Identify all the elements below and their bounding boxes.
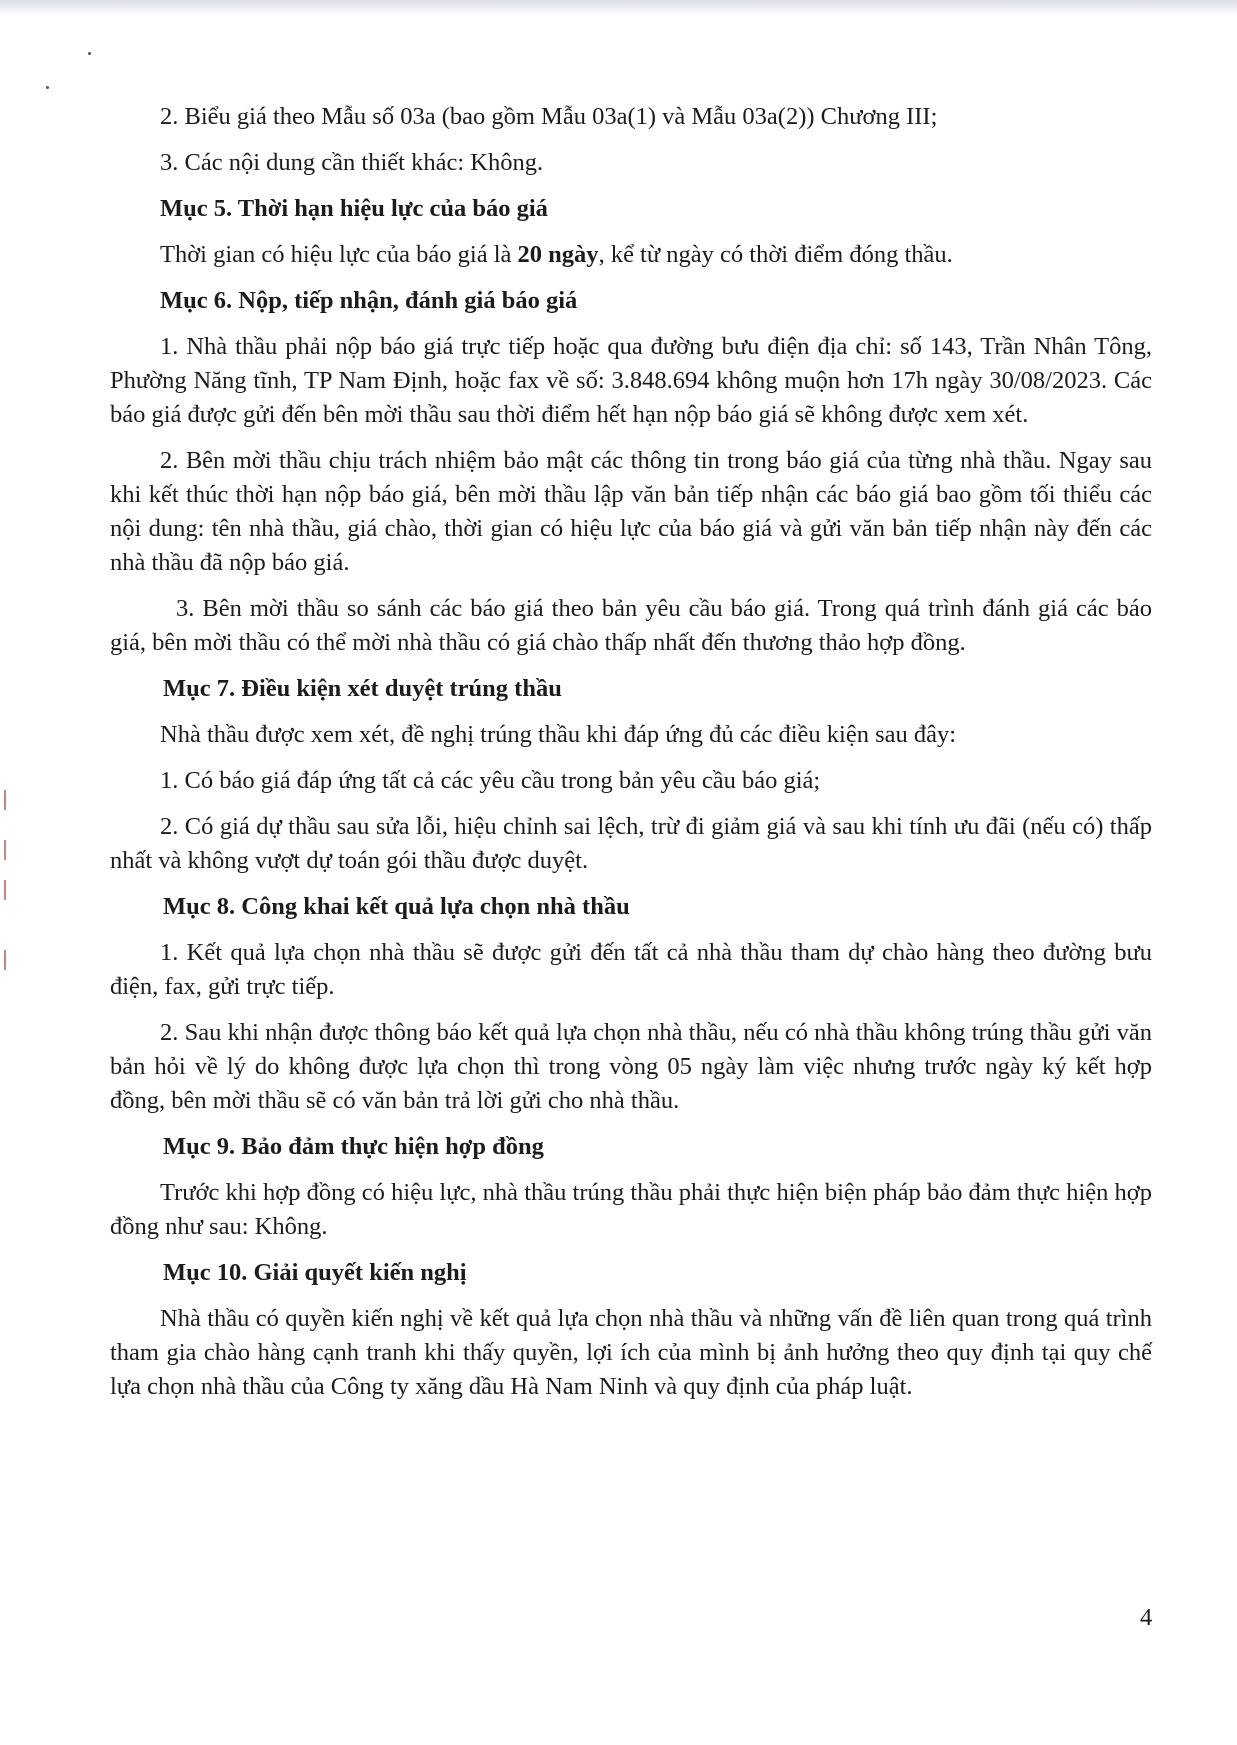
paragraph-muc-6-2: 2. Bên mời thầu chịu trách nhiệm bảo mật các thông tin trong báo giá của từng nhà thầu. Ngay sau khi kết thúc thời hạn nộp báo giá, bên mời thầu lập văn bản tiếp nhận các báo giá bao gồm tối thiểu các nội dung: tên nhà thầu, giá chào, thời gian có hiệu lực của báo giá và gửi văn bản tiếp nhận này đến các nhà thầu đã nộp báo giá. bbox=[110, 447, 1152, 576]
heading-muc-8: Mục 8. Công khai kết quả lựa chọn nhà thầu bbox=[163, 893, 630, 920]
heading-muc-7: Mục 7. Điều kiện xét duyệt trúng thầu bbox=[163, 675, 562, 702]
muc-5-text-start: Thời gian có hiệu lực của báo giá là bbox=[160, 241, 518, 268]
heading-muc-10: Mục 10. Giải quyết kiến nghị bbox=[163, 1259, 467, 1286]
scan-top-edge bbox=[0, 0, 1237, 16]
heading-muc-5: Mục 5. Thời hạn hiệu lực của báo giá bbox=[160, 195, 548, 222]
paragraph-muc-6-1: 1. Nhà thầu phải nộp báo giá trực tiếp hoặc qua đường bưu điện địa chỉ: số 143, Trần Nhân Tông, Phường Năng tĩnh, TP Nam Định, hoặc fax về số: 3.848.694 không muộn hơn 17h ngày 30/08/2023. Các báo giá được gửi đến bên mời thầu sau thời điểm hết hạn nộp báo giá sẽ không được xem xét. bbox=[110, 333, 1152, 428]
muc-5-days: 20 ngày bbox=[517, 241, 599, 268]
scan-speck bbox=[46, 86, 49, 89]
muc-5-text-end: , kể từ ngày có thời điểm đóng thầu. bbox=[598, 241, 953, 268]
paragraph-muc-9: Trước khi hợp đồng có hiệu lực, nhà thầu trúng thầu phải thực hiện biện pháp bảo đảm thực hiện hợp đồng như sau: Không. bbox=[110, 1179, 1152, 1240]
stamp-fragment bbox=[4, 790, 14, 810]
paragraph-muc-7-2: 2. Có giá dự thầu sau sửa lỗi, hiệu chỉnh sai lệch, trừ đi giảm giá và sau khi tính ưu đãi (nếu có) thấp nhất và không vượt dự toán gói thầu được duyệt. bbox=[110, 813, 1152, 874]
paragraph-bieu-gia: 2. Biểu giá theo Mẫu số 03a (bao gồm Mẫu 03a(1) và Mẫu 03a(2)) Chương III; bbox=[160, 103, 938, 130]
heading-muc-6: Mục 6. Nộp, tiếp nhận, đánh giá báo giá bbox=[160, 287, 578, 314]
scan-speck bbox=[88, 52, 91, 55]
stamp-fragment bbox=[4, 840, 14, 860]
paragraph-muc-8-2: 2. Sau khi nhận được thông báo kết quả lựa chọn nhà thầu, nếu có nhà thầu không trúng thầu gửi văn bản hỏi về lý do không được lựa chọn thì trong vòng 05 ngày làm việc nhưng trước ngày ký kết hợp đồng, bên mời thầu sẽ có văn bản trả lời gửi cho nhà thầu. bbox=[110, 1019, 1152, 1114]
heading-muc-9: Mục 9. Bảo đảm thực hiện hợp đồng bbox=[163, 1133, 544, 1160]
paragraph-muc-7-intro: Nhà thầu được xem xét, đề nghị trúng thầu khi đáp ứng đủ các điều kiện sau đây: bbox=[160, 721, 957, 748]
stamp-fragment bbox=[4, 950, 14, 970]
document-page bbox=[110, 100, 1152, 1416]
paragraph-muc-10: Nhà thầu có quyền kiến nghị về kết quả lựa chọn nhà thầu và những vấn đề liên quan trong quá trình tham gia chào hàng cạnh tranh khi thấy quyền, lợi ích của mình bị ảnh hưởng theo quy định tại quy chế lựa chọn nhà thầu của Công ty xăng dầu Hà Nam Ninh và quy định của pháp luật. bbox=[110, 1305, 1152, 1400]
paragraph-muc-5 bbox=[110, 238, 1152, 272]
paragraph-muc-7-1: 1. Có báo giá đáp ứng tất cả các yêu cầu trong bản yêu cầu báo giá; bbox=[160, 767, 821, 794]
paragraph-muc-8-1: 1. Kết quả lựa chọn nhà thầu sẽ được gửi đến tất cả nhà thầu tham dự chào hàng theo đường bưu điện, fax, gửi trực tiếp. bbox=[110, 939, 1152, 1000]
paragraph-noi-dung-khac: 3. Các nội dung cần thiết khác: Không. bbox=[160, 149, 544, 176]
paragraph-muc-6-3: 3. Bên mời thầu so sánh các báo giá theo bản yêu cầu báo giá. Trong quá trình đánh giá các báo giá, bên mời thầu có thể mời nhà thầu có giá chào thấp nhất đến thương thảo hợp đồng. bbox=[110, 595, 1152, 656]
stamp-fragment bbox=[4, 880, 14, 900]
page-number: 4 bbox=[1140, 1604, 1153, 1631]
